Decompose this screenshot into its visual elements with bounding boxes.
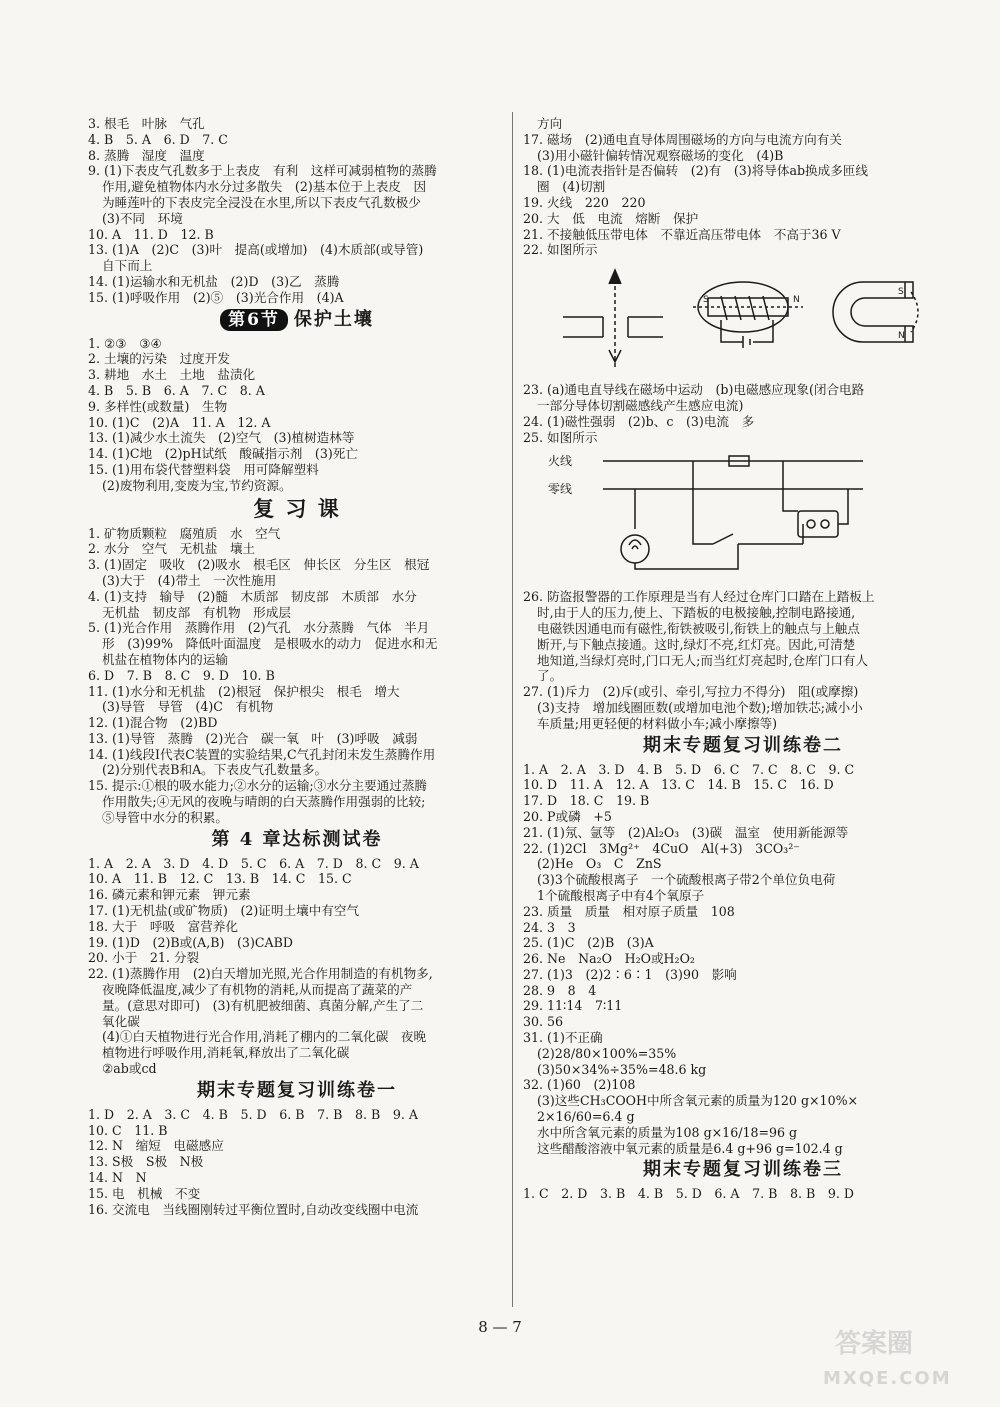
answer-line: 10. D 11. A 12. A 13. C 14. B 15. C 16. D (523, 777, 834, 793)
answer-line: 2. 水分 空气 无机盐 壤土 (88, 541, 256, 557)
answer-line: 17. 磁场 (2)通电直导体周围磁场的方向与电流方向有关 (523, 131, 842, 147)
answer-line: 电磁铁因通电而有磁性,衔铁被吸引,衔铁上的触点与上触点 (537, 620, 860, 636)
answer-line: 12. (1)混合物 (2)BD (88, 715, 218, 731)
answer-line: (2)He O₃ C ZnS (537, 856, 662, 872)
answer-line: 23. (a)通电直导线在磁场中运动 (b)电磁感应现象(闭合电路 (523, 382, 865, 398)
answer-line: 1. 矿物质颗粒 腐殖质 水 空气 (88, 525, 281, 541)
answer-line: 1. ②③ ③④ (88, 335, 162, 351)
answer-line: 圈 (4)切割 (537, 179, 606, 195)
answer-line: 22. 如图所示 (523, 242, 598, 258)
fire-line-label: 火线 (548, 454, 573, 469)
answer-line: 10. A 11. B 12. C 13. B 14. C 15. C (88, 871, 352, 887)
answer-line: 20. 小于 21. 分裂 (88, 950, 200, 966)
right-block-3 (523, 589, 963, 731)
answer-line: 4. (1)支持 输导 (2)髓 木质部 韧皮部 木质部 水分 (88, 588, 417, 604)
answer-line: 32. (1)60 (2)108 (523, 1077, 636, 1093)
answer-line: 17. D 18. C 19. B (523, 793, 650, 809)
answer-line: 20. 大 低 电流 熔断 保护 (523, 210, 699, 226)
answer-line: 作用散失;④无风的夜晚与晴朗的白天蒸腾作用强弱的比较; (102, 794, 426, 810)
answer-line: 地知道,当绿灯亮时,门口无人;而当红灯亮起时,仓库门口有人 (537, 652, 869, 668)
answer-line: 21. 不接触低压带电体 不靠近高压带电体 不高于36 V (523, 226, 841, 242)
svg-text:N: N (898, 331, 905, 342)
answer-line: 2×16/60=6.4 g (537, 1109, 635, 1125)
answer-line: 14. N N (88, 1170, 147, 1186)
answer-line: 10. C 11. B (88, 1122, 168, 1138)
answer-line: 机盐在植物体内的运输 (102, 651, 228, 667)
left-block-5 (88, 1107, 506, 1218)
answer-line: 13. S极 S极 N极 (88, 1154, 204, 1170)
answer-line: 21. (1)氖、氩等 (2)Al₂O₃ (3)碳 温室 使用新能源等 (523, 824, 849, 840)
answer-line: 25. 如图所示 (523, 429, 598, 445)
answer-line: (3)导管 导管 (4)C 有机物 (102, 699, 274, 715)
answer-line: 27. (1)3 (2)2∶6∶1 (3)90 影响 (523, 966, 737, 982)
answer-line: 3. 耕地 水土 土地 盐渍化 (88, 367, 256, 383)
answer-line: 15. (1)呼吸作用 (2)⑤ (3)光合作用 (4)A (88, 289, 344, 305)
answer-line: 16. 磷元素和钾元素 钾元素 (88, 887, 251, 903)
answer-line: 12. N 缩短 电磁感应 (88, 1138, 224, 1154)
final2-heading: 期末专题复习训练卷二 (643, 734, 843, 756)
right-block-1 (523, 116, 963, 258)
answer-line: (3)大于 (4)带土 一次性施用 (102, 572, 277, 588)
section-badge: 第6节 (220, 309, 288, 331)
answer-line: (3)不同 环境 (102, 210, 183, 226)
answer-line: 15. 电 机械 不变 (88, 1185, 201, 1201)
answer-line: 6. D 7. B 8. C 9. D 10. B (88, 667, 275, 683)
answer-line: 这些醋酸溶液中氧元素的质量是6.4 g+96 g=102.4 g (537, 1140, 843, 1156)
answer-line: (3)用小磁针偏转情况观察磁场的变化 (4)B (537, 147, 784, 163)
answer-line: 13. (1)A (2)C (3)叶 提高(或增加) (4)木质部(或导管) (88, 242, 424, 258)
answer-line: 11. (1)水分和无机盐 (2)根冠 保护根尖 根毛 增大 (88, 683, 400, 699)
answer-line: 26. 防盗报警器的工作原理是当有人经过仓库门口踏在上踏板上 (523, 589, 875, 605)
final1-heading: 期末专题复习训练卷一 (197, 1079, 397, 1101)
right-block-5 (523, 1186, 963, 1202)
answer-line: 16. 交流电 当线圈刚转过平衡位置时,自动改变线圈中电流 (88, 1201, 419, 1217)
answer-line: 自下而上 (102, 258, 153, 274)
section-heading (88, 308, 506, 332)
answer-line: 24. 3 3 (523, 919, 576, 935)
answer-line: 了。 (537, 668, 563, 684)
answer-line: 5. (1)光合作用 蒸腾作用 (2)气孔 水分蒸腾 气体 半月 (88, 620, 430, 636)
magnet-diagram (543, 262, 923, 372)
left-block-2 (88, 336, 506, 494)
left-block-3 (88, 526, 506, 826)
answer-line: 夜晚降低温度,减少了有机物的消耗,从而提高了蔬菜的产 (102, 982, 413, 998)
page-number: 8 — 7 (478, 1318, 522, 1336)
answer-line: 车质量;用更轻便的材料做小车;减小摩擦等) (537, 715, 778, 731)
answer-line: 14. (1)线段Ⅰ代表C装置的实验结果,C气孔封闭未发生蒸腾作用 (88, 746, 436, 762)
svg-text:N: N (793, 295, 800, 306)
answer-line: 为睡莲叶的下表皮完全浸没在水里,所以下表皮气孔数极少 (102, 194, 421, 210)
chapter4-heading: 第 4 章达标测试卷 (211, 828, 383, 850)
answer-line: 31. (1)不正确 (523, 1030, 603, 1046)
answer-line: 植物进行呼吸作用,消耗氧,释放出了二氧化碳 (102, 1045, 350, 1061)
answer-line: (2)废物利用,变废为宝,节约资源。 (102, 477, 292, 493)
answer-line: 时,由于人的压力,使上、下踏板的电极接触,控制电路接通, (537, 605, 856, 621)
answer-line: 1. C 2. D 3. B 4. B 5. D 6. A 7. B 8. B 9. D (523, 1186, 854, 1202)
answer-line: 10. (1)C (2)A 11. A 12. A (88, 414, 271, 430)
answer-line: 18. 大于 呼吸 富营养化 (88, 918, 238, 934)
answer-line: 断开,与下触点接通。这时,绿灯不亮,红灯亮。因此,可清楚 (537, 636, 856, 652)
answer-line: 30. 56 (523, 1014, 564, 1030)
answer-line: (3)3个硫酸根离子 一个硫酸根离子带2个单位负电荷 (537, 872, 836, 888)
answer-line: 18. (1)电流表指针是否偏转 (2)有 (3)将导体ab换成多匝线 (523, 163, 868, 179)
answer-line: 13. (1)导管 蒸腾 (2)光合 碳一氧 叶 (3)呼吸 减弱 (88, 730, 418, 746)
answer-line: (4)①白天植物进行光合作用,消耗了棚内的二氧化碳 夜晚 (102, 1029, 427, 1045)
right-column (523, 116, 963, 1202)
zero-line-label: 零线 (548, 482, 573, 497)
answer-line: 28. 9 8 4 (523, 982, 597, 998)
answer-line: (3)这些CH₃COOH中所含氧元素的质量为120 g×10%× (537, 1093, 859, 1109)
right-block-2 (523, 382, 963, 445)
right-block-4 (523, 762, 963, 1157)
answer-line: 13. (1)减少水土流失 (2)空气 (3)植树造林等 (88, 430, 355, 446)
answer-line: 15. (1)用布袋代替塑料袋 用可降解塑料 (88, 461, 319, 477)
svg-text:S: S (703, 295, 709, 306)
section-title: 保护土壤 (293, 308, 374, 330)
answer-line: 量。(意思对即可) (3)有机肥被细菌、真菌分解,产生了二 (102, 997, 424, 1013)
answer-line: 8. 蒸腾 湿度 温度 (88, 147, 205, 163)
answer-line: 14. (1)运输水和无机盐 (2)D (3)乙 蒸腾 (88, 273, 340, 289)
answer-line: 1. A 2. A 3. D 4. B 5. D 6. C 7. C 8. C 9. C (523, 761, 855, 777)
review-heading: 复 习 课 (253, 495, 341, 521)
answer-line: 无机盐 韧皮部 有机物 形成层 (102, 604, 291, 620)
answer-line: ⑤导管中水分的积累。 (102, 809, 228, 825)
answer-line: 4. B 5. B 6. A 7. C 8. A (88, 382, 265, 398)
answer-line: 10. A 11. D 12. B (88, 226, 214, 242)
answer-line: 25. (1)C (2)B (3)A (523, 935, 654, 951)
answer-line: 水中所含氧元素的质量为108 g×16/18=96 g (537, 1124, 798, 1140)
answer-line: (3)50×34%÷35%=48.6 kg (537, 1061, 707, 1077)
answer-line: 22. (1)2Cl 3Mg²⁺ 4CuO Al(+3) 3CO₃²⁻ (523, 840, 800, 856)
left-block-1 (88, 116, 506, 306)
answer-line: 23. 质量 质量 相对原子质量 108 (523, 903, 735, 919)
answer-line: 15. 提示:①根的吸水能力;②水分的运输;③水分主要通过蒸腾 (88, 778, 428, 794)
answer-line: 方向 (537, 116, 563, 131)
answer-line: 26. Ne Na₂O H₂O或H₂O₂ (523, 951, 695, 967)
answer-line: 19. 火线 220 220 (523, 194, 646, 210)
answer-line: 一部分导体切割磁感线产生感应电流) (537, 397, 744, 413)
answer-line: 2. 土壤的污染 过度开发 (88, 351, 230, 367)
site-watermark-logo (815, 1318, 990, 1398)
answer-line: ②ab或cd (102, 1061, 157, 1077)
svg-text:S: S (898, 287, 904, 298)
answer-line: 1个硫酸根离子中有4个氧原子 (537, 887, 705, 903)
answer-line: 1. A 2. A 3. D 4. D 5. C 6. A 7. D 8. C 9. A (88, 855, 419, 871)
answer-line: 3. (1)固定 吸收 (2)吸水 根毛区 伸长区 分生区 根冠 (88, 557, 430, 573)
answer-line: 作用,避免植物体内水分过多散失 (2)基本位于上表皮 因 (102, 179, 427, 195)
answer-line: 14. (1)C地 (2)pH试纸 酸碱指示剂 (3)死亡 (88, 446, 358, 462)
answer-line: (2)28/80×100%=35% (537, 1045, 677, 1061)
household-circuit-diagram (543, 449, 873, 579)
answer-line: 9. 多样性(或数量) 生物 (88, 398, 228, 414)
watermark-cn: 答案圈 (835, 1329, 914, 1359)
answer-line: 9. (1)下表皮气孔数多于上表皮 有利 这样可减弱植物的蒸腾 (88, 163, 437, 179)
answer-line: 氧化碳 (102, 1013, 140, 1029)
final3-heading: 期末专题复习训练卷三 (643, 1159, 843, 1181)
answer-line: 17. (1)无机盐(或矿物质) (2)证明土壤中有空气 (88, 903, 360, 919)
left-column (88, 116, 506, 1217)
answer-line: (2)分别代表B和A。下表皮气孔数量多。 (102, 762, 328, 778)
left-block-4 (88, 856, 506, 1077)
answer-line: 22. (1)蒸腾作用 (2)白天增加光照,光合作用制造的有机物多, (88, 966, 433, 982)
answer-line: 形 (3)99% 降低叶面温度 是根吸水的动力 促进水和无 (102, 636, 438, 652)
answer-line: 3. 根毛 叶脉 气孔 (88, 116, 205, 131)
answer-line: (3)支持 增加线圈匝数(或增加电池个数);增加铁芯;减小小 (537, 699, 863, 715)
answer-line: 1. D 2. A 3. C 4. B 5. D 6. B 7. B 8. B 9. A (88, 1106, 418, 1122)
answer-line: 24. (1)磁性强弱 (2)b、c (3)电流 多 (523, 413, 755, 429)
answer-line: 20. P或磷 +5 (523, 808, 612, 824)
answer-line: 19. (1)D (2)B或(A,B) (3)CABD (88, 934, 293, 950)
answer-line: 29. 11∶14 7∶11 (523, 998, 623, 1014)
column-divider (512, 112, 513, 1307)
answer-line: 27. (1)斥力 (2)斥(或引、牵引,写拉力不得分) 阻(或摩擦) (523, 684, 859, 700)
watermark-en: MXQE.COM (823, 1368, 952, 1389)
answer-line: 4. B 5. A 6. D 7. C (88, 131, 228, 147)
